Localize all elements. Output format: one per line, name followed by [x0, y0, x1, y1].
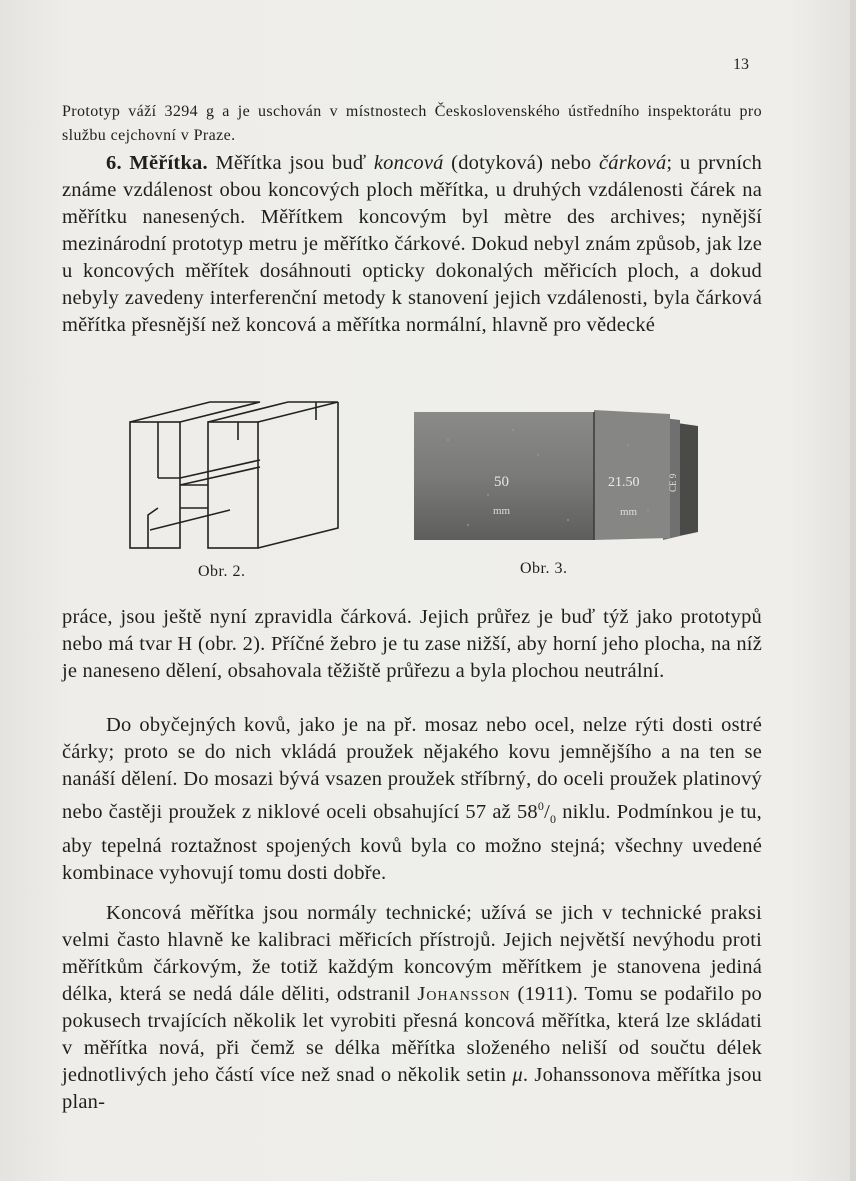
- mu-symbol: μ: [512, 1064, 523, 1086]
- paragraph-kovy: Do obyčejných kovů, jako je na př. mosaz nebo ocel, nelze rýti dosti ostré čárky; proto se do nich vkládá proužek nějakého kovu jemnějšího a na ten se nanáší dělení. Do mosazi bývá vsazen proužek stříbrný, do oceli proužek platinový nebo častěji proužek z niklové oceli obsahující 57 až $58^0/_0$ niklu. Podmínkou je tu, aby tepelná roztažnost spojených kovů byla co možno stejná; všechny uvedené kombinace vyhovují tomu dosti dobře.: [62, 714, 762, 884]
- section-text-rest: ; u prvních známe vzdálenost obou koncových ploch měřítka, u druhých vzdálenosti čárek na měřítku nanesených. Měřítkem koncovým byl mètre des archives; nynější mezinárodní prototyp metru je měřítko čárkové. Dokud nebyl znám způsob, jak lze u koncových měřítek dosáhnouti opticky dokonalých měřicích ploch, a dokud nebyly zavedeny interferenční metody k stanovení jejich vzdálenosti, byla čárková měřítka přesnější než koncová a měřítka normální, hlavně pro vědecké: [62, 152, 762, 336]
- term-koncova: koncová: [373, 152, 444, 174]
- figure-2-caption: Obr. 2.: [198, 563, 246, 580]
- block-2-value: 21.50: [608, 475, 640, 490]
- paragraph-kovy-text-start: Do obyčejných kovů, jako je na př. mosaz nebo ocel, nelze rýti dosti ostré čárky; proto se do nich vkládá proužek nějakého kovu jemnějšího a na ten se nanáší dělení. Do mosazi bývá vsazen proužek stříbrný, do oceli proužek platinový nebo častěji proužek z niklové oceli obsahující 57 až 58: [62, 714, 762, 823]
- section-paragraph: [62, 150, 762, 339]
- gauge-blocks-photo: [408, 400, 708, 550]
- block-2-unit: mm: [620, 506, 638, 518]
- paragraph-koncova-text-end: . Johanssonova měřítka jsou plan-: [62, 1064, 762, 1113]
- paragraph-kovy-text-end: niklu. Podmínkou je tu, aby tepelná roztažnost spojených kovů byla co možno stejná; všechny uvedené kombinace vyhovují tomu dosti dobře.: [62, 800, 762, 884]
- figure-3-gauge-blocks: [408, 400, 708, 550]
- figure-2-h-profile: [120, 380, 350, 560]
- stack-side-label: CE 9: [668, 473, 678, 492]
- paragraph-prace: [62, 604, 762, 685]
- page-edge: [850, 0, 856, 1181]
- name-johansson: Johansson: [417, 983, 511, 1005]
- percent-subscript: 0: [549, 811, 557, 826]
- term-carkova: čárková: [598, 152, 667, 174]
- paragraph-koncova: [62, 900, 762, 1116]
- block-1-unit: mm: [493, 505, 511, 517]
- percent-superscript: 0: [537, 799, 545, 813]
- intro-text: Prototyp váží 3294 g a je uschován v místnostech Československého ústředního inspektorátu pro službu cejchovní v Praze.: [62, 103, 762, 144]
- section-text-middle: (dotyková) nebo: [443, 152, 599, 174]
- page-number: 13: [733, 56, 749, 73]
- section-number: 6.: [106, 152, 122, 174]
- h-profile-drawing: [120, 380, 350, 560]
- figure-3-caption: Obr. 3.: [520, 560, 568, 577]
- intro-paragraph: [62, 100, 762, 148]
- section-text-start: Měřítka jsou buď: [207, 152, 374, 174]
- paragraph-koncova-text-middle: (1911). Tomu se podařilo po pokusech trvajících několik let vyrobiti přesná koncová měřítka, která lze skládati v měřítka nová, při čemž se délka měřítka složeného neliší od součtu délek jednotlivých jeho částí více než snad o několik setin: [62, 983, 762, 1086]
- paragraph-koncova-text-start: Koncová měřítka jsou normály technické; užívá se jich v technické praksi velmi často hlavně ke kalibraci měřicích přístrojů. Jejich největší nevýhodu proti měřítkům čárkovým, že totiž každým koncovým měřítkem je stanovena jediná délka, která se nedá dále děliti, odstranil: [62, 902, 762, 1005]
- block-1-value: 50: [494, 474, 509, 490]
- section-title: Měřítka.: [129, 152, 208, 174]
- paragraph-prace-text: práce, jsou ještě nyní zpravidla čárková. Jejich průřez je buď týž jako prototypů nebo má tvar H (obr. 2). Příčné žebro je tu zase nižší, aby horní jeho plocha, na níž je naneseno dělení, obsahovala těžiště průřezu a byla plochou neutrální.: [62, 606, 762, 682]
